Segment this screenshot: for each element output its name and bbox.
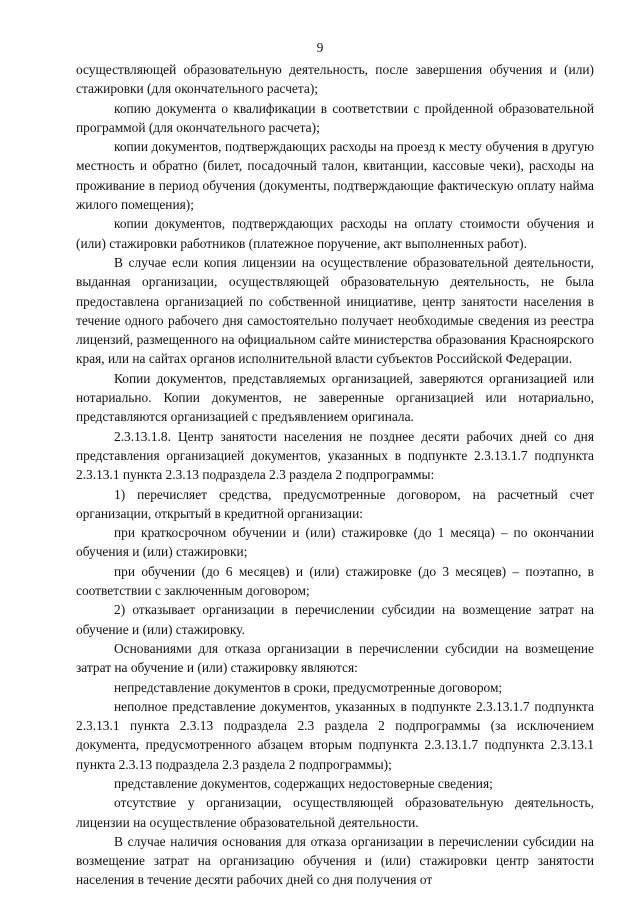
paragraph-1: осуществляющей образовательную деятельность, после завершения обучения и (или) стажировки (для окончательного расчета); xyxy=(76,62,594,97)
paragraph-10: при обучении (до 6 месяцев) и (или) стажировке (до 3 месяцев) – поэтапно, в соответствии с заключенным договором; xyxy=(76,563,594,599)
paragraph-16: отсутствие у организации, осуществляющей образовательную деятельность, лицензии на осуществление образовательной деятельности. xyxy=(76,795,594,830)
paragraph-13: непредставление документов в сроки, предусмотренные договором; xyxy=(114,679,503,695)
paragraph-14: неполное представление документов, указанных в подпункте 2.3.13.1.7 подпункта 2.3.13.1 пункта 2.3.13 подраздела 2.3 раздела 2 подпрограммы (за исключением документа, предусмотренного абзацем вторым подпункта 2.3.13.1.7 подпункта 2.3.13.1 пункта 2.3.13 подраздела 2.3 раздела 2 подпрограммы); xyxy=(76,698,594,772)
paragraph-17: В случае наличия основания для отказа организации в перечислении субсидии на возмещение затрат на организацию обучения и (или) стажировки центр занятости населения в течение десяти рабочих дней со дня получения от xyxy=(76,833,594,888)
paragraph-15: представление документов, содержащих недостоверные сведения; xyxy=(114,775,493,791)
paragraph-8: 1) перечисляет средства, предусмотренные договором, на расчетный счет организации, открытый в кредитной организации: xyxy=(76,486,594,521)
paragraph-9: при краткосрочном обучении и (или) стажировке (до 1 месяца) – по окончании обучения и (или) стажировки; xyxy=(76,525,594,560)
paragraph-5: В случае если копия лицензии на осуществление образовательной деятельности, выданная организации, осуществляющей образовательную деятельность, не была предоставлена организацией по собственной инициативе, центр занятости населения в течение одного рабочего дня самостоятельно получает необходимые сведения из реестра лицензий, размещенного на официальном сайте министерства образования Красноярского края, или на сайтах органов исполнительной власти субъектов Российской Федерации. xyxy=(76,254,594,367)
document-body xyxy=(76,60,594,890)
paragraph-12: Основаниями для отказа организации в перечислении субсидии на возмещение затрат на обучение и (или) стажировку являются: xyxy=(76,640,594,676)
paragraph-2: копию документа о квалификации в соответствии с пройденной образовательной программой (для окончательного расчета); xyxy=(76,100,594,135)
paragraph-4: копии документов, подтверждающих расходы на оплату стоимости обучения и (или) стажировки работников (платежное поручение, акт выполненных работ). xyxy=(76,216,594,251)
paragraph-7: 2.3.13.1.8. Центр занятости населения не позднее десяти рабочих дней со дня представления организацией документов, указанных в подпункте 2.3.13.1.7 подпункта 2.3.13.1 пункта 2.3.13 подраздела 2.3 раздела 2 подпрограммы: xyxy=(76,428,594,483)
page-number: 9 xyxy=(316,40,324,55)
paragraph-11: 2) отказывает организации в перечислении субсидии на возмещение затрат на обучение и (или) стажировку. xyxy=(76,602,594,637)
paragraph-3: копии документов, подтверждающих расходы на проезд к месту обучения в другую местность и обратно (билет, посадочный талон, квитанции, кассовые чеки), расходы на проживание в период обучения (документы, подтверждающие фактическую оплату найма жилого помещения); xyxy=(76,139,594,213)
paragraph-6: Копии документов, представляемых организацией, заверяются организацией или нотариально. Копии документов, не заверенные организацией или нотариально, представляются организацией с предъявлением оригинала. xyxy=(76,370,594,425)
